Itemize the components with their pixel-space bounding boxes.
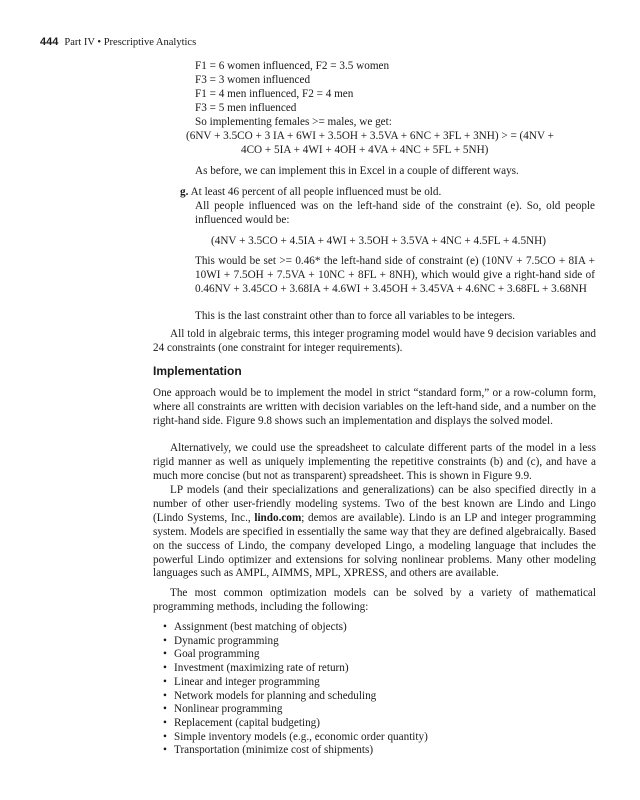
list-item: • Dynamic programming (163, 635, 593, 649)
as-before-text (195, 165, 595, 179)
running-header (40, 36, 196, 48)
equation-line: (6NV + 3.5CO + 3 IA + 6WI + 3.5OH + 3.5VA + 6NC + 3FL + 3NH) > = (4NV + (186, 130, 554, 142)
methods-list-container (163, 621, 593, 758)
f-values-block (195, 60, 595, 130)
f-line: F1 = 6 women influenced, F2 = 3.5 women (195, 60, 390, 72)
item-g (180, 186, 600, 200)
list-item: • Linear and integer programming (163, 676, 593, 690)
implementation-paragraph-2: Alternatively, we could use the spreadsheet to calculate different parts of the model in a less rigid manner as well as uniquely implementing the repetitive constraints (b) and (c), and have a much more concise (but not as transparent) spreadsheet. This is shown in Figure 9.9. (153, 442, 596, 482)
item-g-heading: At least 46 percent of all people influenced must be old. (190, 186, 442, 198)
item-g-last (195, 310, 595, 324)
methods-list (163, 621, 593, 758)
paragraph-text: ; demos are available). Lindo is an LP and integer programming system. Models are specified in essentially the same way that they are defined algebraically. Based on the success of Lindo, the company developed Lingo, a modeling language that includes the powerful Lindo optimizer and extensions for solving nonlinear problems. Many other modeling languages such as AMPL, AIMMS, MPL, XPRESS, and others are available. (153, 511, 596, 580)
list-item: • Simple inventory models (e.g., economic order quantity) (163, 731, 593, 745)
lindo-link[interactable]: lindo.com (254, 511, 302, 524)
list-item: • Network models for planning and scheduling (163, 690, 593, 704)
implementation-paragraph-1: One approach would be to implement the model in strict “standard form,” or a row-column form, where all constraints are written with decision variables on the left-hand side, and a number on the right-hand side. Figure 9.8 shows such an implementation and displays the solved model. (153, 387, 596, 427)
running-title: Part IV • Prescriptive Analytics (64, 37, 197, 48)
list-item: • Assignment (best matching of objects) (163, 621, 593, 635)
section-heading: Implementation (153, 364, 242, 378)
equation-old (211, 235, 601, 249)
page-number: 444 (40, 36, 59, 48)
paragraph-text: LP models (and their specializations and generalizations) can be also specified directly in a number of other user-friendly modeling systems. Two of the best known are Lindo and Lingo (Lindo Systems, Inc., (153, 484, 596, 524)
list-item: • Transportation (minimize cost of shipments) (163, 744, 593, 758)
f-line: F3 = 3 women influenced (195, 73, 311, 86)
as-before-line: As before, we can implement this in Excel in a couple of different ways. (195, 165, 519, 177)
item-g-paragraph: All people influenced was on the left-hand side of the constraint (e). So, old people influenced would be: (195, 200, 595, 226)
item-g-set-paragraph: This would be set >= 0.46* the left-hand side of constraint (e) (10NV + 7.5CO + 8IA + 10WI + 7.5OH + 7.5VA + 10NC + 8FL + 8NH), which would give a right-hand side of 0.46NV + 3.45CO + 3.68IA + 4.6WI + 3.45OH + 3.45VA + 4.6NC + 3.68FL + 3.68NH (195, 255, 595, 295)
list-item: • Nonlinear programming (163, 703, 593, 717)
list-item: • Goal programming (163, 648, 593, 662)
f-line: F1 = 4 men influenced, F2 = 4 men (195, 87, 354, 100)
f-line: So implementing females >= males, we get: (195, 115, 392, 128)
item-label: g. (180, 186, 189, 198)
last-constraint-line: This is the last constraint other than to force all variables to be integers. (195, 310, 515, 322)
list-item: • Replacement (capital budgeting) (163, 717, 593, 731)
f-line: F3 = 5 men influenced (195, 101, 297, 114)
equation-gender (186, 130, 596, 158)
implementation-paragraph-3 (153, 484, 596, 581)
equation-line: 4CO + 5IA + 4WI + 4OH + 4VA + 4NC + 5FL + 5NH) (241, 143, 489, 156)
all-told-paragraph: All told in algebraic terms, this integer programing model would have 9 decision variables and 24 constraints (one constraint for integer requirements). (153, 328, 596, 354)
implementation-paragraph-4: The most common optimization models can be solved by a variety of mathematical programming methods, including the following: (153, 587, 596, 613)
equation-line: (4NV + 3.5CO + 4.5IA + 4WI + 3.5OH + 3.5VA + 4NC + 4.5FL + 4.5NH) (211, 235, 546, 247)
list-item: • Investment (maximizing rate of return) (163, 662, 593, 676)
